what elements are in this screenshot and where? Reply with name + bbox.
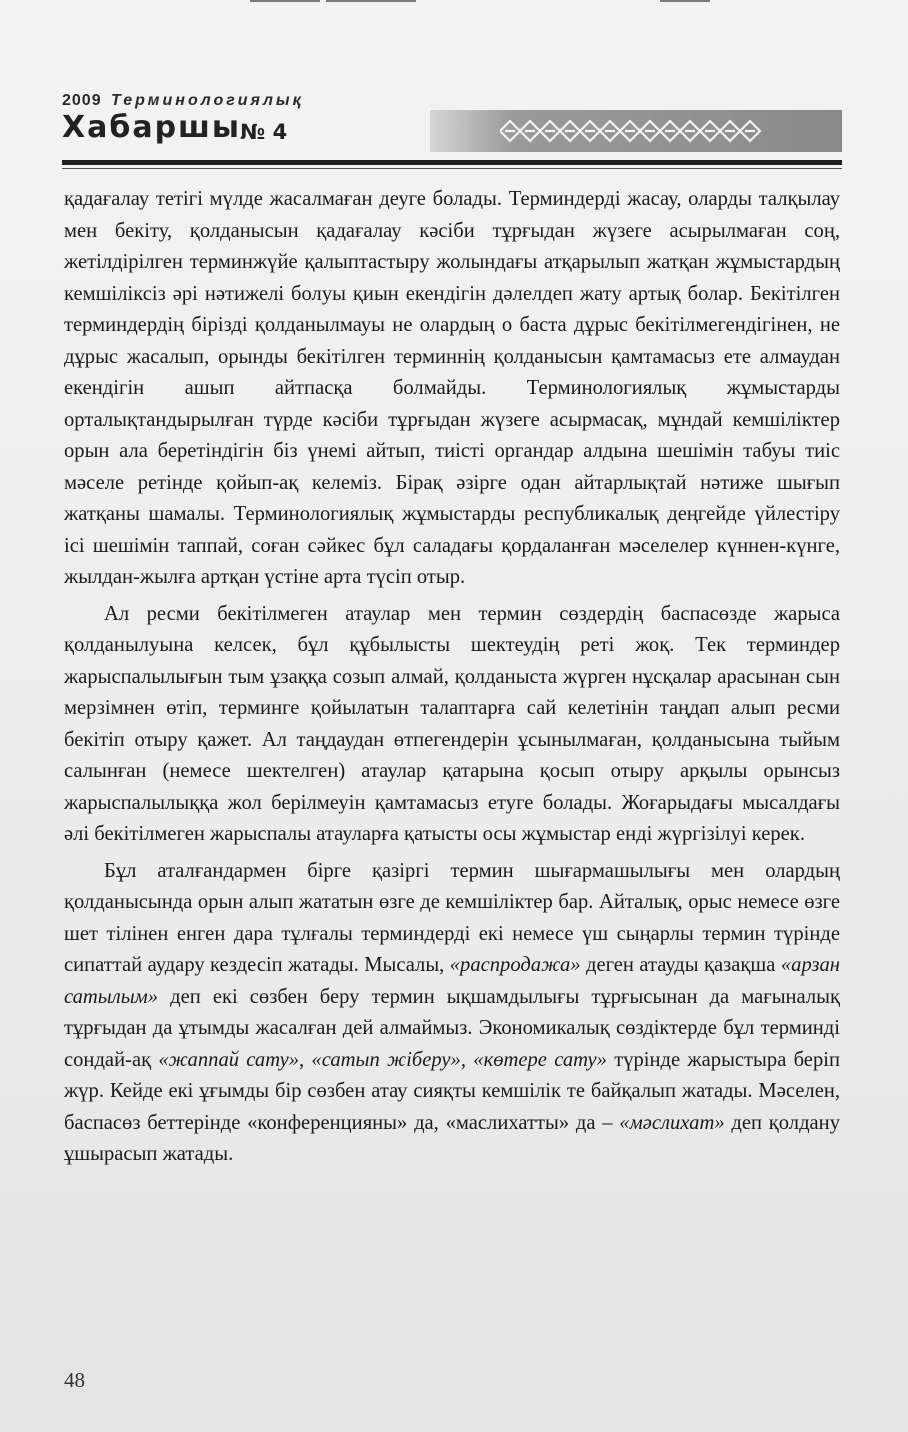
issue-number: № 4 [240, 120, 288, 144]
paragraph-3-italic-2: «арзан сатылым» [64, 954, 841, 1008]
paragraph-3-text-c: деп екі сөзбен беру термин ықшамдылығы тұрғысынан да мағыналық тұрғыдан да ұтымды жасалған дей алмаймыз. Экономикалық сөздіктерде бұл терминді сондай-ақ [64, 985, 840, 1071]
paragraph-3-italic-1: «распродажа» [449, 954, 581, 976]
journal-header-line [62, 92, 304, 110]
ornament-bar [430, 110, 842, 152]
top-edge-marks [250, 0, 710, 6]
journal-title: Хабаршы [62, 110, 242, 145]
paragraph-3-text-e: деп қолдану ұшырасып жатады. [64, 1111, 841, 1165]
paragraph-3-italic-4: «мәслихат» [619, 1111, 725, 1134]
paragraph-2: Ал ресми бекітілмеген атаулар мен термин сөздердің баспасөзде жарыса қолданылуына келсек, бұл құбылысты шектеудің реті жоқ. Тек терминдер жарыспалылығын тым ұзаққа созып алмай, қолданыста жүрген нұсқалар арасынан сын мерзімнен өтіп, терминге қойылатын талаптарға сай келетінін таңдап алып ресми бекітіп отыру қажет. Ал таңдаудан өтпегендерін ұсынылмаған, қолданысына тыйым салынған (немесе шектелген) атаулар қатарына қосып отыру арқылы орынсыз жарыспалылыққа жол берілмеуін қамтамасыз етуге болады. Жоғарыдағы мысалдағы әлі бекітілмеген жарыспалы атауларға қатысты осы жұмыстар енді жүргізілуі керек. [64, 602, 840, 845]
page-number: 48 [64, 1368, 85, 1392]
paragraph-3-text-a: Бұл аталғандармен бірге қазіргі термин шығармашылығы мен олардың қолданысында орын алып жататын өзге де кемшіліктер бар. Айталық, орыс немесе өзге шет тілінен енген дара тұлғалы терминдерді екі немесе үш сыңарлы термин түрінде сипаттай аудару кездесіп жатады. Мысалы, [64, 859, 840, 976]
paragraph-1: қадағалау тетігі мүлде жасалмаған деуге болады. Терминдерді жасау, оларды талқылау мен бекіту, қолданысын қадағалау кәсіби тұрғыдан жүзеге асырылмаған соң, жетілдірілген терминжүйе қалыптастыру жолындағы атқарылып жатқан жұмыстардың кемшіліксіз әрі нәтижелі болуы қиын екендігін дәлелдеп жату артық болар. Бекітілген терминдердің бірізді қолданылмауы не олардың о баста дұрыс бекітілмегендігінен, не дұрыс жасалып, орынды бекітілген терминнің қолданысын қамтамасыз ете алмаудан екендігін ашып айтпасқа болмайды. Терминологиялық жұмыстарды орталықтандырылған түрде кәсіби тұрғыдан жүзеге асырмасақ, мұндай кемшіліктер орын ала беретіндігін біз үнемі айтып, тиісті органдар алдына шешімін табуы тиіс мәселе ретінде қойып-ақ келеміз. Бірақ әзірге одан айтарлықтай нәтиже шығып жатқаны шамалы. Терминологиялық жұмыстарды республикалық деңгейде үйлестіру ісі шешімін таппай, соған сәйкес бұл саладағы қордаланған мәселелер күннен-күнге, жылдан-жылға артқан үстіне арта түсіп отыр. [64, 188, 840, 588]
journal-header-band [62, 110, 842, 158]
journal-name-italic: Терминологиялық [111, 92, 304, 109]
article-body [64, 184, 840, 1171]
paragraph-3-text-d: түрінде жарыстыра беріп жүр. Кейде екі ұғымды бір сөзбен атау сияқты кемшілік те байқалып жатады. Мәселен, баспасөз беттерінде «конференцияны» да, «маслихатты» да – [64, 1048, 840, 1134]
header-rule-thick [62, 160, 842, 165]
paragraph-3 [64, 856, 840, 1171]
header-rule-thin [62, 168, 842, 169]
ornament-pattern-icon [500, 116, 780, 146]
paragraph-3-text-b: деген атауды қазақша [580, 954, 781, 976]
journal-year: 2009 [62, 92, 102, 109]
paragraph-3-italic-3: «жаппай сату», «сатып жіберу», «көтере сату» [158, 1048, 607, 1071]
